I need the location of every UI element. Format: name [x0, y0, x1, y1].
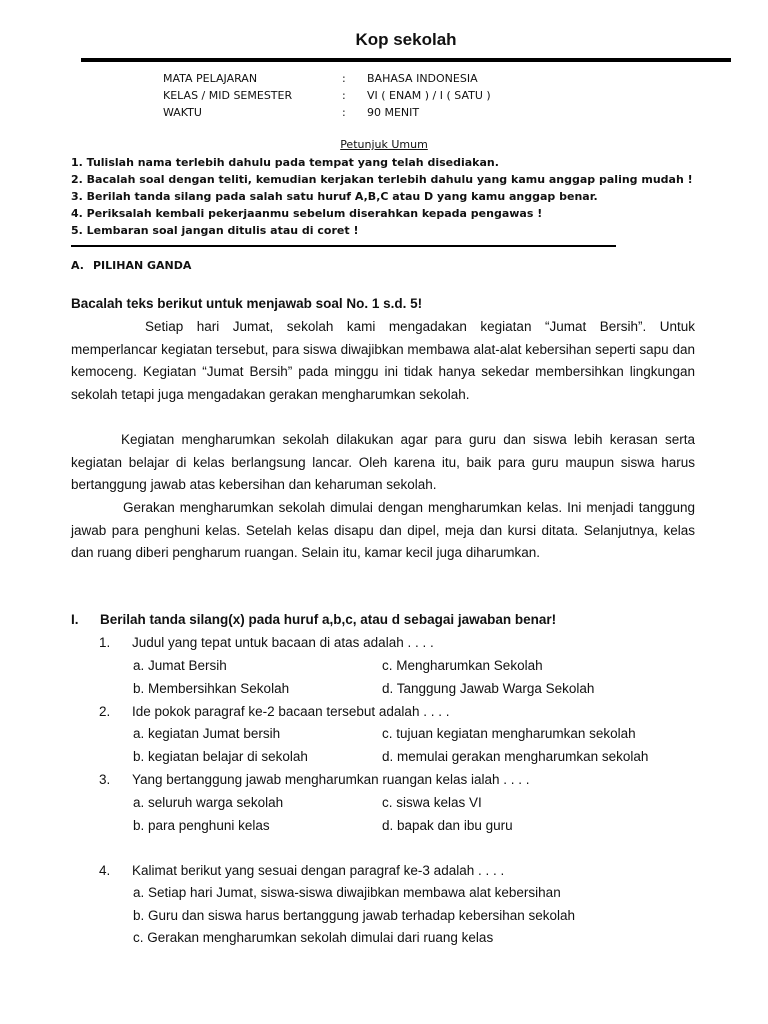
- question-number: 4.: [99, 863, 111, 878]
- instruction-item: 3. Berilah tanda silang pada salah satu huruf A,B,C atau D yang kamu anggap benar.: [71, 190, 598, 203]
- info-colon: :: [342, 72, 346, 85]
- question-number: 3.: [99, 772, 111, 787]
- info-row-class: [0, 89, 768, 105]
- option-a: a. kegiatan Jumat bersih: [133, 726, 281, 741]
- instructions-heading: Petunjuk Umum: [340, 138, 428, 151]
- section-letter: A.: [71, 259, 84, 272]
- info-value: VI ( ENAM ) / I ( SATU ): [367, 89, 491, 102]
- option-c: c. Gerakan mengharumkan sekolah dimulai dari ruang kelas: [133, 930, 494, 945]
- option-b: b. Membersihkan Sekolah: [133, 681, 290, 696]
- question-1: [99, 635, 434, 650]
- info-value: BAHASA INDONESIA: [367, 72, 478, 85]
- reading-paragraph-2: Kegiatan mengharumkan sekolah dilakukan agar para guru dan siswa lebih kerasan serta kegiatan belajar di kelas berlangsung lancar. Oleh karena itu, baik para guru maupun siswa harus bertanggung jawab atas kebersihan dan keharuman sekolah.: [71, 432, 695, 493]
- option-b: b. Guru dan siswa harus bertanggung jawab terhadap kebersihan sekolah: [133, 908, 576, 923]
- header-divider: [81, 58, 731, 62]
- info-colon: :: [342, 89, 346, 102]
- info-label: WAKTU: [163, 106, 202, 119]
- info-row-subject: [0, 72, 768, 88]
- option-b: b. kegiatan belajar di sekolah: [133, 749, 308, 764]
- question-text: Judul yang tepat untuk bacaan di atas adalah . . . .: [132, 635, 434, 650]
- option-a: a. seluruh warga sekolah: [133, 795, 284, 810]
- question-number: 2.: [99, 704, 111, 719]
- option-b: b. para penghuni kelas: [133, 818, 270, 833]
- option-d: d. memulai gerakan mengharumkan sekolah: [382, 749, 649, 764]
- question-2: [99, 704, 450, 719]
- question-text: Ide pokok paragraf ke-2 bacaan tersebut adalah . . . .: [132, 704, 450, 719]
- question-number: 1.: [99, 635, 111, 650]
- option-d: d. Tanggung Jawab Warga Sekolah: [382, 681, 595, 696]
- option-c: c. tujuan kegiatan mengharumkan sekolah: [382, 726, 636, 741]
- question-3: [99, 772, 530, 787]
- reading-intro: Bacalah teks berikut untuk menjawab soal No. 1 s.d. 5!: [71, 296, 423, 311]
- info-label: KELAS / MID SEMESTER: [163, 89, 293, 102]
- instruction-item: 1. Tulislah nama terlebih dahulu pada tempat yang telah disediakan.: [71, 156, 499, 169]
- page-title: Kop sekolah: [355, 30, 457, 49]
- part-instruction: [71, 612, 557, 627]
- question-4: [99, 863, 505, 878]
- reading-paragraph-1: Setiap hari Jumat, sekolah kami mengadakan kegiatan “Jumat Bersih”. Untuk memperlancar kegiatan tersebut, para siswa diwajibkan membawa alat-alat kebersihan seperti sapu dan kemoceng. Kegiatan “Jumat Bersih” pada minggu ini tidak hanya sekedar membersihkan lingkungan sekolah tetapi juga mengadakan gerakan mengharumkan sekolah.: [71, 319, 695, 402]
- instruction-item: 4. Periksalah kembali pekerjaanmu sebelum diserahkan kepada pengawas !: [71, 207, 543, 220]
- info-colon: :: [342, 106, 346, 119]
- info-row-time: [0, 106, 768, 122]
- instruction-item: 5. Lembaran soal jangan ditulis atau di coret !: [71, 224, 359, 237]
- section-heading: [71, 259, 192, 272]
- question-text: Yang bertanggung jawab mengharumkan ruangan kelas ialah . . . .: [132, 772, 530, 787]
- option-a: a. Jumat Bersih: [133, 658, 227, 673]
- part-numeral: I.: [71, 612, 79, 627]
- option-a: a. Setiap hari Jumat, siswa-siswa diwajibkan membawa alat kebersihan: [133, 885, 561, 900]
- section-title: PILIHAN GANDA: [93, 259, 192, 272]
- question-text: Kalimat berikut yang sesuai dengan paragraf ke-3 adalah . . . .: [132, 863, 505, 878]
- info-label: MATA PELAJARAN: [163, 72, 258, 85]
- option-d: d. bapak dan ibu guru: [382, 818, 513, 833]
- section-divider: [71, 245, 616, 247]
- info-value: 90 MENIT: [367, 106, 420, 119]
- option-c: c. Mengharumkan Sekolah: [382, 658, 543, 673]
- option-c: c. siswa kelas VI: [382, 795, 482, 810]
- instruction-item: 2. Bacalah soal dengan teliti, kemudian kerjakan terlebih dahulu yang kamu anggap paling mudah !: [71, 173, 693, 186]
- part-instruction-text: Berilah tanda silang(x) pada huruf a,b,c, atau d sebagai jawaban benar!: [100, 612, 557, 627]
- reading-paragraph-3: Gerakan mengharumkan sekolah dimulai dengan mengharumkan kelas. Ini menjadi tanggung jawab para penghuni kelas. Setelah kelas disapu dan dipel, meja dan kursi ditata. Selanjutnya, kelas dan ruang diberi pengharum ruangan. Selain itu, kamar kecil juga diharumkan.: [71, 500, 695, 561]
